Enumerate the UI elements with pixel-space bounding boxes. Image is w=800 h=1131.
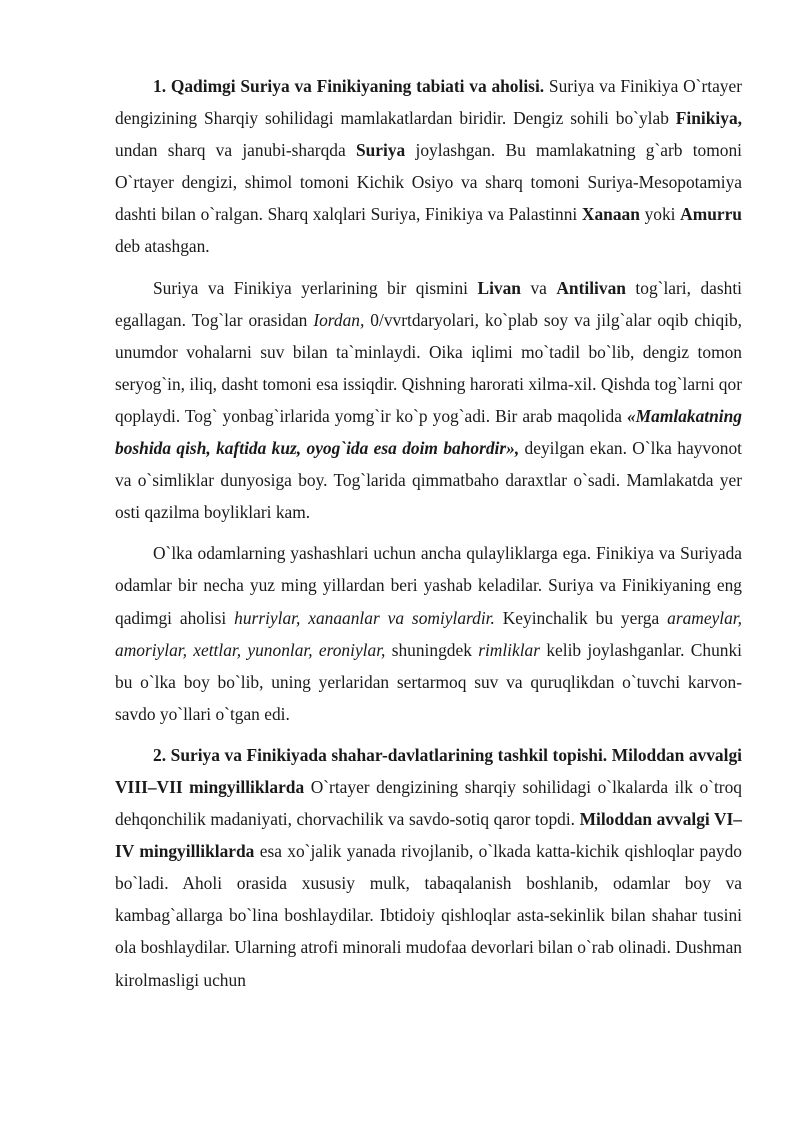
- text-run: kelib joylashganlar. Chunki bu o`lka boy bo`lib, uning yerlaridan sertarmoq suv va quruqlikdan o`tuvchi karvon-savdo yo`llari o`tgan edi.: [115, 639, 742, 724]
- term: Xanaan: [581, 204, 640, 225]
- emphasis: arameylar, amoriylar, xettlar, yunonlar, eroniylar,: [115, 607, 742, 660]
- text-run: undan sharq va janubi-sharqda: [115, 140, 356, 161]
- text-run: O`lka odamlarning yashashlari uchun ancha qulayliklarga ega. Finikiya va Suriyada odamlar bir necha yuz ming yillardan beri yashab keladilar. Suriya va Finikiyaning eng qadimgi aholisi: [115, 543, 742, 628]
- text-run: Keyinchalik bu yerga: [494, 607, 668, 628]
- paragraph-1: [115, 70, 742, 263]
- paragraph-4: [115, 739, 742, 996]
- document-page: [115, 70, 742, 1005]
- term: Finikiya,: [675, 108, 742, 129]
- text-run: 0/vvrtdaryolari, ko`plab soy va jilg`alar oqib chiqib, unumdor vohalarni suv bilan ta`minlaydi. Oika iqlimi mo`tadil bo`lib, dengiz tomon seryog`in, iliq, dasht tomoni esa issiqdir. Qishning harorati xilma-xil. Qishda tog`larni qor qoplaydi. Tog` yonbag`irlarida yomg`ir ko`p yog`adi. Bir arab maqolida: [115, 309, 743, 426]
- emphasis: rimliklar: [478, 639, 541, 660]
- term: Suriya: [355, 140, 406, 161]
- text-run: Suriya va Finikiya yerlarining bir qismini: [153, 277, 478, 298]
- text-run: tog`lari, dashti egallagan. Tog`lar orasidan: [115, 277, 742, 330]
- text-run: Suriya va Finikiya O`rtayer dengizining Sharqiy sohilidagi mamlakatlardan biridir. Dengiz sohili bo`ylab: [115, 76, 742, 129]
- text-run: deb atashgan.: [115, 236, 210, 257]
- term: Amurru: [680, 204, 742, 225]
- term: Livan: [477, 277, 521, 298]
- paragraph-2: [115, 272, 742, 529]
- quote: «Mamlakatning boshida qish, kaftida kuz, oyog`ida esa doim bahordir»,: [115, 405, 742, 459]
- emphasis: Iordan,: [313, 309, 365, 330]
- section-heading: 1. Qadimgi Suriya va Finikiyaning tabiati va aholisi.: [153, 76, 545, 96]
- text-run: esa xo`jalik yanada rivojlanib, o`lkada katta-kichik qishloqlar paydo bo`ladi. Aholi orasida xususiy mulk, tabaqalanish boshlanib, odamlar boy va kambag`allarga bo`lina boshlaydilar. Ibtidoiy qishloqlar asta-sekinlik bilan shahar tusini ola boshlaydilar. Ularning atrofi minorali mudofaa devorlari bilan o`rab olinadi. Dushman kirolmasligi uchun: [115, 841, 742, 990]
- paragraph-3: [115, 537, 742, 730]
- section-heading: 2. Suriya va Finikiyada shahar-davlatlarining tashkil topishi. Miloddan avvalgi VIII–VII mingyilliklarda: [115, 744, 742, 797]
- text-run: joylashgan. Bu mamlakatning g`arb tomoni O`rtayer dengizi, shimol tomoni Kichik Osiyo va sharq tomoni Suriya-Mesopotamiya dashti bilan o`ralgan. Sharq xalqlari Suriya, Finikiya va Palastinni: [115, 140, 742, 225]
- text-run: yoki: [639, 204, 681, 225]
- text-run: O`rtayer dengizining sharqiy sohilidagi o`lkalarda ilk o`troq dehqonchilik madaniyati, chorvachilik va savdo-sotiq qaror topdi.: [115, 776, 742, 830]
- term: Antilivan: [556, 277, 626, 298]
- emphasis: hurriylar, xanaanlar va somiylardir.: [234, 607, 495, 628]
- term: Miloddan avvalgi VI–IV mingyilliklarda: [115, 809, 743, 862]
- text-run: deyilgan ekan. O`lka hayvonot va o`simliklar dunyosiga boy. Tog`larida qimmatbaho daraxtlar o`sadi. Mamlakatda yer osti qazilma boyliklari kam.: [115, 438, 742, 523]
- text-run: va: [520, 277, 557, 298]
- text-run: shuningdek: [385, 639, 479, 660]
